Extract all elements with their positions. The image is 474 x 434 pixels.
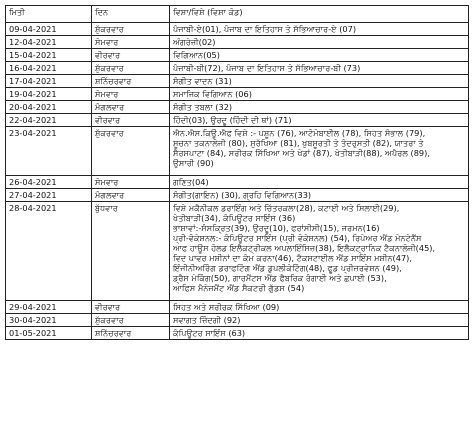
subject-line: ਸਵਾਗਤ ਜ਼ਿੰਦਗੀ (92) xyxy=(173,315,241,325)
subject-line: ਖੇਤੀਬਾੜੀ(34), ਕੰਪਿਊਟਰ ਸਾਇੰਸ (36) xyxy=(173,213,296,223)
exam-day: ਮੰਗਲਵਾਰ xyxy=(92,101,170,114)
exam-day: ਸ਼ੁੱਕਰਵਾਰ xyxy=(92,62,170,75)
subject-line: ਇੰਜੀਨੀਅਰਿੰਗ ਡਰਾਫਟਿੰਗ ਐਂਡ ਡੁਪਲੀਕੇਟਿੰਗ(48), ਫੂਡ ਪ੍ਰੀਜ਼ਰਵੇਸ਼ਨ (49), xyxy=(173,263,402,273)
subject-line: ਉਸਾਰੀ (90) xyxy=(173,158,214,168)
exam-subjects xyxy=(170,75,469,88)
exam-subjects xyxy=(170,88,469,101)
table-row xyxy=(6,202,469,301)
exam-date: 23-04-2021 xyxy=(6,127,92,176)
subject-line: ਸੰਗੀਤ ਵਾਦਨ (31) xyxy=(173,76,232,86)
exam-subjects xyxy=(170,176,469,189)
subject-line: ਪੰਜਾਬੀ-ਏ(01), ਪੰਜਾਬ ਦਾ ਇਤਿਹਾਸ ਤੇ ਸੱਭਿਆਚਾਰ-ਏ (07) xyxy=(173,24,357,34)
subject-line: ਐਨ.ਐਸ.ਕਿਊ.ਐਫ ਵਿਸ਼ੇ :- ਪਸ਼ੂਨ (76), ਆਟੋਮੋਬਾਈਲ (78), ਸਿਹਤ ਸੰਭਾਲ (79), xyxy=(173,128,426,138)
exam-day: ਸ਼ੁੱਕਰਵਾਰ xyxy=(92,127,170,176)
subject-line: ਵਿਗਿਆਨ(05) xyxy=(173,50,220,60)
subject-line: ਸਮਾਜਿਕ ਵਿਗਿਆਨ (06) xyxy=(173,89,252,99)
exam-date: 12-04-2021 xyxy=(6,36,92,49)
subject-line: ਵਿਦ ਪਾਵਰ ਮਸ਼ੀਨਾਂ ਦਾ ਕੰਮ ਕਰਨਾ(46), ਟੈਕਸਟਾਈਲ ਐਂਡ ਸਾਇੰਸ ਮਸ਼ੀਨ(47), xyxy=(173,253,412,263)
subject-line: ਸੰਗੀਤ(ਗਾਇਨ) (30), ਗ੍ਰਹਿ ਵਿਗਿਆਨ(33) xyxy=(173,190,312,200)
header-date: ਮਿਤੀ xyxy=(6,6,92,23)
exam-day: ਵੀਰਵਾਰ xyxy=(92,301,170,314)
exam-day: ਸੋਮਵਾਰ xyxy=(92,36,170,49)
header-day: ਦਿਨ xyxy=(92,6,170,23)
subject-line: ਪ੍ਰੀ-ਵੋਕੇਸ਼ਨਲ:- ਕੰਪਿਊਟਰ ਸਾਇੰਸ (ਪ੍ਰੀ ਵੋਕੇਸ਼ਨਲ) (54), ਰਿਪੇਅਰ ਐਂਡ ਮੇਨਟੇਨੈਂਸ xyxy=(173,233,422,243)
table-row xyxy=(6,301,469,314)
exam-day: ਸ਼ੁੱਕਰਵਾਰ xyxy=(92,23,170,36)
exam-day: ਸ਼ਨਿੱਚਰਵਾਰ xyxy=(92,327,170,340)
table-row xyxy=(6,314,469,327)
exam-date: 22-04-2021 xyxy=(6,114,92,127)
subject-line: ਸੈਰਸਪਾਟਾ (84), ਸਰੀਰਕ ਸਿੱਖਿਆ ਅਤੇ ਖੇਡਾਂ (87), ਖੇਤੀਬਾੜੀ(88), ਅਪੈਰਲ (89), xyxy=(173,148,430,158)
subject-line: ਆਫਿਸ ਮੈਨੇਜਮੈਂਟ ਐਂਡ ਸੈਕਟਰੀ ਗੁੱਡਸ (54) xyxy=(173,283,305,293)
exam-subjects xyxy=(170,202,469,301)
subject-line: ਗਣਿਤ(04) xyxy=(173,177,209,187)
table-row xyxy=(6,62,469,75)
exam-subjects xyxy=(170,301,469,314)
exam-subjects xyxy=(170,127,469,176)
exam-date: 01-05-2021 xyxy=(6,327,92,340)
table-row xyxy=(6,49,469,62)
exam-date: 19-04-2021 xyxy=(6,88,92,101)
table-row xyxy=(6,75,469,88)
schedule-table xyxy=(5,5,469,340)
table-row xyxy=(6,114,469,127)
exam-day: ਸੋਮਵਾਰ xyxy=(92,88,170,101)
exam-date: 26-04-2021 xyxy=(6,176,92,189)
table-row xyxy=(6,101,469,114)
exam-day: ਸੋਮਵਾਰ xyxy=(92,176,170,189)
subject-line: ਸੂਚਨਾ ਤਕਨਾਲੋਜੀ (80), ਸੁਰੱਖਿਆ (81), ਖੁਬਸੂਰਤੀ ਤੇ ਤੰਦਰੁਸਤੀ (82), ਯਾਤਰਾ ਤੇ xyxy=(173,138,424,148)
exam-day: ਵੀਰਵਾਰ xyxy=(92,114,170,127)
exam-subjects xyxy=(170,327,469,340)
subject-line: ਕੰਪਿਊਟਰ ਸਾਇੰਸ (63) xyxy=(173,328,246,338)
exam-subjects xyxy=(170,189,469,202)
exam-subjects xyxy=(170,314,469,327)
table-row xyxy=(6,88,469,101)
exam-day: ਸ਼ਨਿੱਚਰਵਾਰ xyxy=(92,75,170,88)
subject-line: ਭਾਸ਼ਾਵਾਂ:-ਸੰਸਕ੍ਰਿਤ(39), ਉਰਦੂ(10), ਫਰਾਂਸੀਸੀ(15), ਜਰਮਨ(16) xyxy=(173,223,380,233)
subject-line: ਵਿਸ਼ੇ ਮਕੈਨੀਕਲ ਡਰਾਇੰਗ ਅਤੇ ਚਿੱਤਰਕਲਾ(28), ਕਟਾਈ ਅਤੇ ਸਿਲਾਈ(29), xyxy=(173,203,400,213)
exam-date: 27-04-2021 xyxy=(6,189,92,202)
exam-date: 28-04-2021 xyxy=(6,202,92,301)
table-row xyxy=(6,36,469,49)
exam-date: 20-04-2021 xyxy=(6,101,92,114)
exam-subjects xyxy=(170,114,469,127)
table-row xyxy=(6,23,469,36)
subject-line: ਅੰਗਰੇਜ਼ੀ(02) xyxy=(173,37,216,47)
exam-date: 09-04-2021 xyxy=(6,23,92,36)
exam-day: ਬੁੱਧਵਾਰ xyxy=(92,202,170,301)
exam-day: ਮੰਗਲਵਾਰ xyxy=(92,189,170,202)
exam-subjects xyxy=(170,49,469,62)
schedule-body xyxy=(6,23,469,340)
exam-date: 30-04-2021 xyxy=(6,314,92,327)
subject-line: ਸਿਹਤ ਅਤੇ ਸਰੀਰਕ ਸਿੱਖਿਆ (09) xyxy=(173,302,280,312)
exam-date: 29-04-2021 xyxy=(6,301,92,314)
subject-line: ਸੰਗੀਤ ਤਬਲਾ (32) xyxy=(173,102,233,112)
header-row xyxy=(6,6,469,23)
exam-subjects xyxy=(170,62,469,75)
exam-subjects xyxy=(170,101,469,114)
exam-subjects xyxy=(170,23,469,36)
exam-date: 16-04-2021 xyxy=(6,62,92,75)
exam-date: 15-04-2021 xyxy=(6,49,92,62)
exam-subjects xyxy=(170,36,469,49)
exam-day: ਵੀਰਵਾਰ xyxy=(92,49,170,62)
subject-line: ਹਿੰਦੀ(03), ਉਰਦੂ (ਹਿੰਦੀ ਦੀ ਥਾਂ) (71) xyxy=(173,115,292,125)
subject-line: ਆਫ ਹਾਊਸ ਹੋਲਡ ਇਲੈਕਟ੍ਰੀਕਲ ਅਪਲਾਇੰਸਿਜ਼(38), ਇਲੈਕਟ੍ਰਾਨਿਕ ਟੈਕਨਾਲੋਜੀ(45), xyxy=(173,243,436,253)
header-subject: ਵਿਸ਼ਾ/ਵਿਸ਼ੇ (ਵਿਸ਼ਾ ਕੋਡ) xyxy=(170,6,469,23)
exam-date: 17-04-2021 xyxy=(6,75,92,88)
table-row xyxy=(6,189,469,202)
table-row xyxy=(6,176,469,189)
subject-line: ਡ੍ਰੈਸ ਮੇਕਿੰਗ(50), ਗਾਰਮੈਂਟਸ ਐਂਡ ਫੈਬਰਿਕ ਰੰਗਾਈ ਅਤੇ ਛਪਾਈ (53), xyxy=(173,273,387,283)
subject-line: ਪੰਜਾਬੀ-ਬੀ(72), ਪੰਜਾਬ ਦਾ ਇਤਿਹਾਸ ਤੇ ਸੱਭਿਆਚਾਰ-ਬੀ (73) xyxy=(173,63,361,73)
table-row xyxy=(6,127,469,176)
table-row xyxy=(6,327,469,340)
exam-day: ਸ਼ੁੱਕਰਵਾਰ xyxy=(92,314,170,327)
exam-schedule xyxy=(5,5,468,340)
